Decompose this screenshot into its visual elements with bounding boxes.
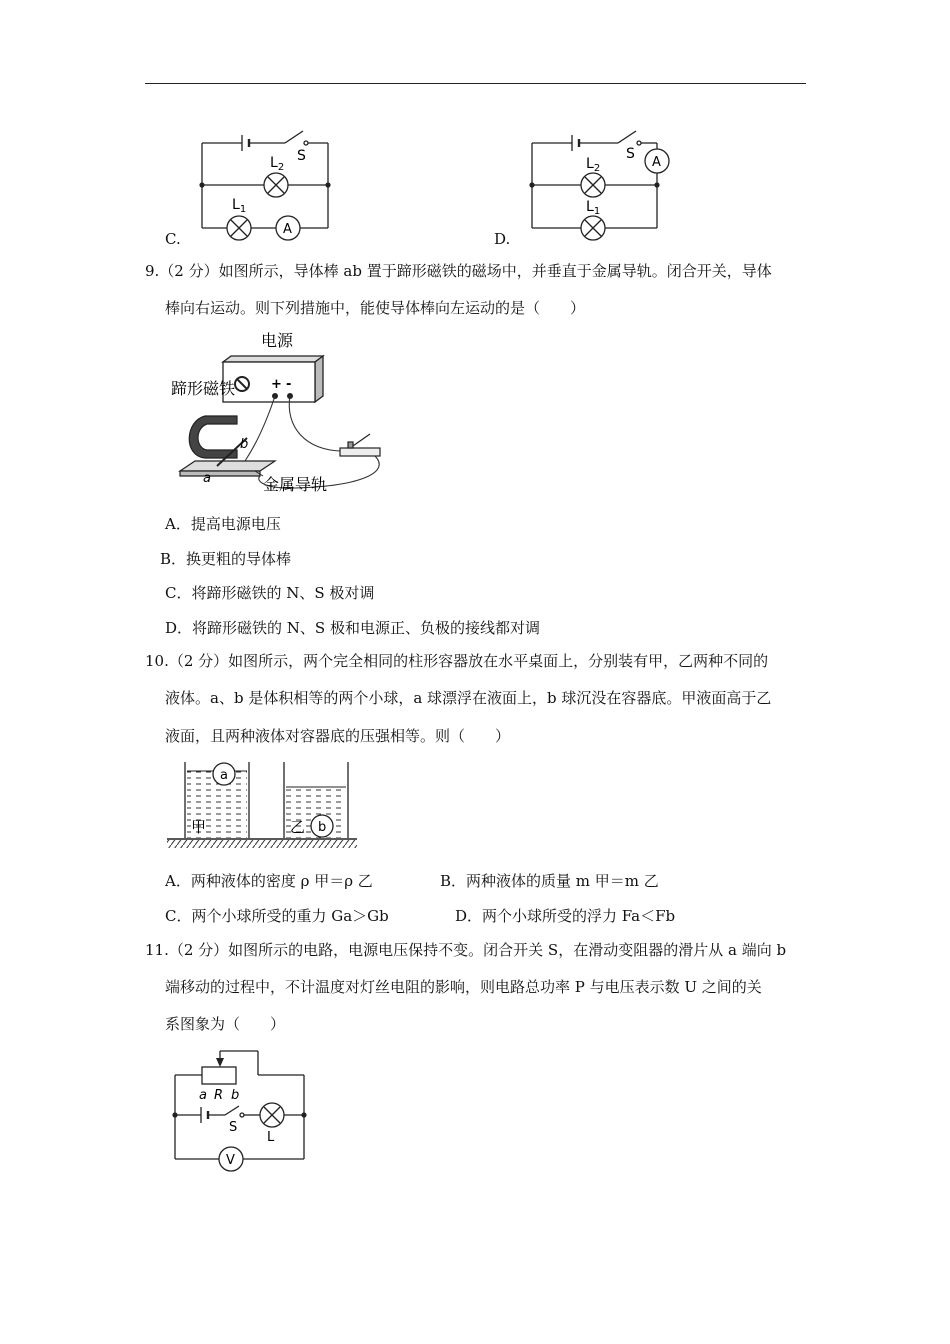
header-rule — [145, 83, 806, 84]
q11-stem-line2: 端移动的过程中，不计温度对灯丝电阻的影响，则电路总功率 P 与电压表示数 U 之间的关 — [165, 978, 762, 996]
q10-option-d: D．两个小球所受的浮力 Fa＜Fb — [455, 907, 676, 925]
q8d-l2-label: $L_2$ — [586, 156, 601, 174]
q8d-l1-label: $L_1$ — [586, 199, 601, 217]
q8-circuit-c — [160, 118, 350, 248]
q8d-s-label: S — [626, 146, 635, 162]
rheostat-b-label: b — [231, 1088, 240, 1103]
q9-stem-line1: 9.（2 分）如图所示，导体棒 ab 置于蹄形磁铁的磁场中，并垂直于金属导轨。闭合开关，导体 — [145, 262, 772, 280]
liquid-yi-label: 乙 — [290, 818, 306, 836]
q11-circuit — [165, 1043, 315, 1173]
q10-figure — [165, 757, 365, 857]
fig-b-label: b — [240, 437, 249, 452]
q11-stem-line3: 系图象为（ ） — [165, 1015, 286, 1033]
q11-stem-line1: 11.（2 分）如图所示的电路，电源电压保持不变。闭合开关 S，在滑动变阻器的滑片从 a 端向 b — [145, 941, 787, 959]
ammeter-symbol: A — [652, 155, 661, 170]
q10-option-a: A．两种液体的密度 ρ 甲＝ρ 乙 — [165, 872, 373, 890]
fig-magnet-label: 蹄形磁铁 — [171, 379, 236, 398]
q10-option-c: C．两个小球所受的重力 Ga＞Gb — [165, 907, 389, 925]
ball-a-label: a — [220, 768, 228, 783]
fig-plus: + — [271, 377, 282, 392]
rheostat-a-label: a — [199, 1088, 207, 1103]
fig-rail-label: 金属导轨 — [263, 475, 328, 494]
lamp-l-label: L — [267, 1130, 275, 1145]
q10-option-b: B．两种液体的质量 m 甲＝m 乙 — [440, 872, 659, 890]
q8-circuit-d — [510, 118, 710, 248]
q8c-l2-label: $L_2$ — [270, 155, 285, 173]
q8c-l1-label: $L_1$ — [232, 197, 247, 215]
switch-s-label: S — [229, 1120, 238, 1135]
q8c-s-label: S — [297, 148, 306, 164]
ball-b-label: b — [318, 820, 327, 835]
voltmeter-symbol: V — [226, 1153, 235, 1168]
q10-stem-line2: 液体。a、b 是体积相等的两个小球，a 球漂浮在液面上，b 球沉没在容器底。甲液面高于乙 — [165, 689, 772, 707]
ammeter-symbol: A — [283, 222, 292, 237]
q9-figure — [165, 326, 405, 496]
fig-a-label: a — [203, 471, 211, 486]
q8-option-d-label: D. — [494, 230, 511, 248]
q9-stem-line2: 棒向右运动。则下列措施中，能使导体棒向左运动的是（ ） — [165, 299, 586, 317]
fig-minus: - — [286, 377, 292, 392]
q9-option-a: A．提高电源电压 — [165, 515, 281, 533]
q10-stem-line3: 液面，且两种液体对容器底的压强相等。则（ ） — [165, 727, 511, 745]
q10-stem-line1: 10.（2 分）如图所示，两个完全相同的柱形容器放在水平桌面上，分别装有甲，乙两种不同的 — [145, 652, 769, 670]
q9-option-d: D．将蹄形磁铁的 N、S 极和电源正、负极的接线都对调 — [165, 619, 540, 637]
fig-power-label: 电源 — [261, 331, 294, 350]
q8-option-c-label: C. — [165, 230, 181, 248]
rheostat-r-label: R — [214, 1088, 224, 1103]
q9-option-b: B．换更粗的导体棒 — [160, 550, 292, 568]
liquid-jia-label: 甲 — [191, 818, 207, 836]
q9-option-c: C．将蹄形磁铁的 N、S 极对调 — [165, 584, 375, 602]
